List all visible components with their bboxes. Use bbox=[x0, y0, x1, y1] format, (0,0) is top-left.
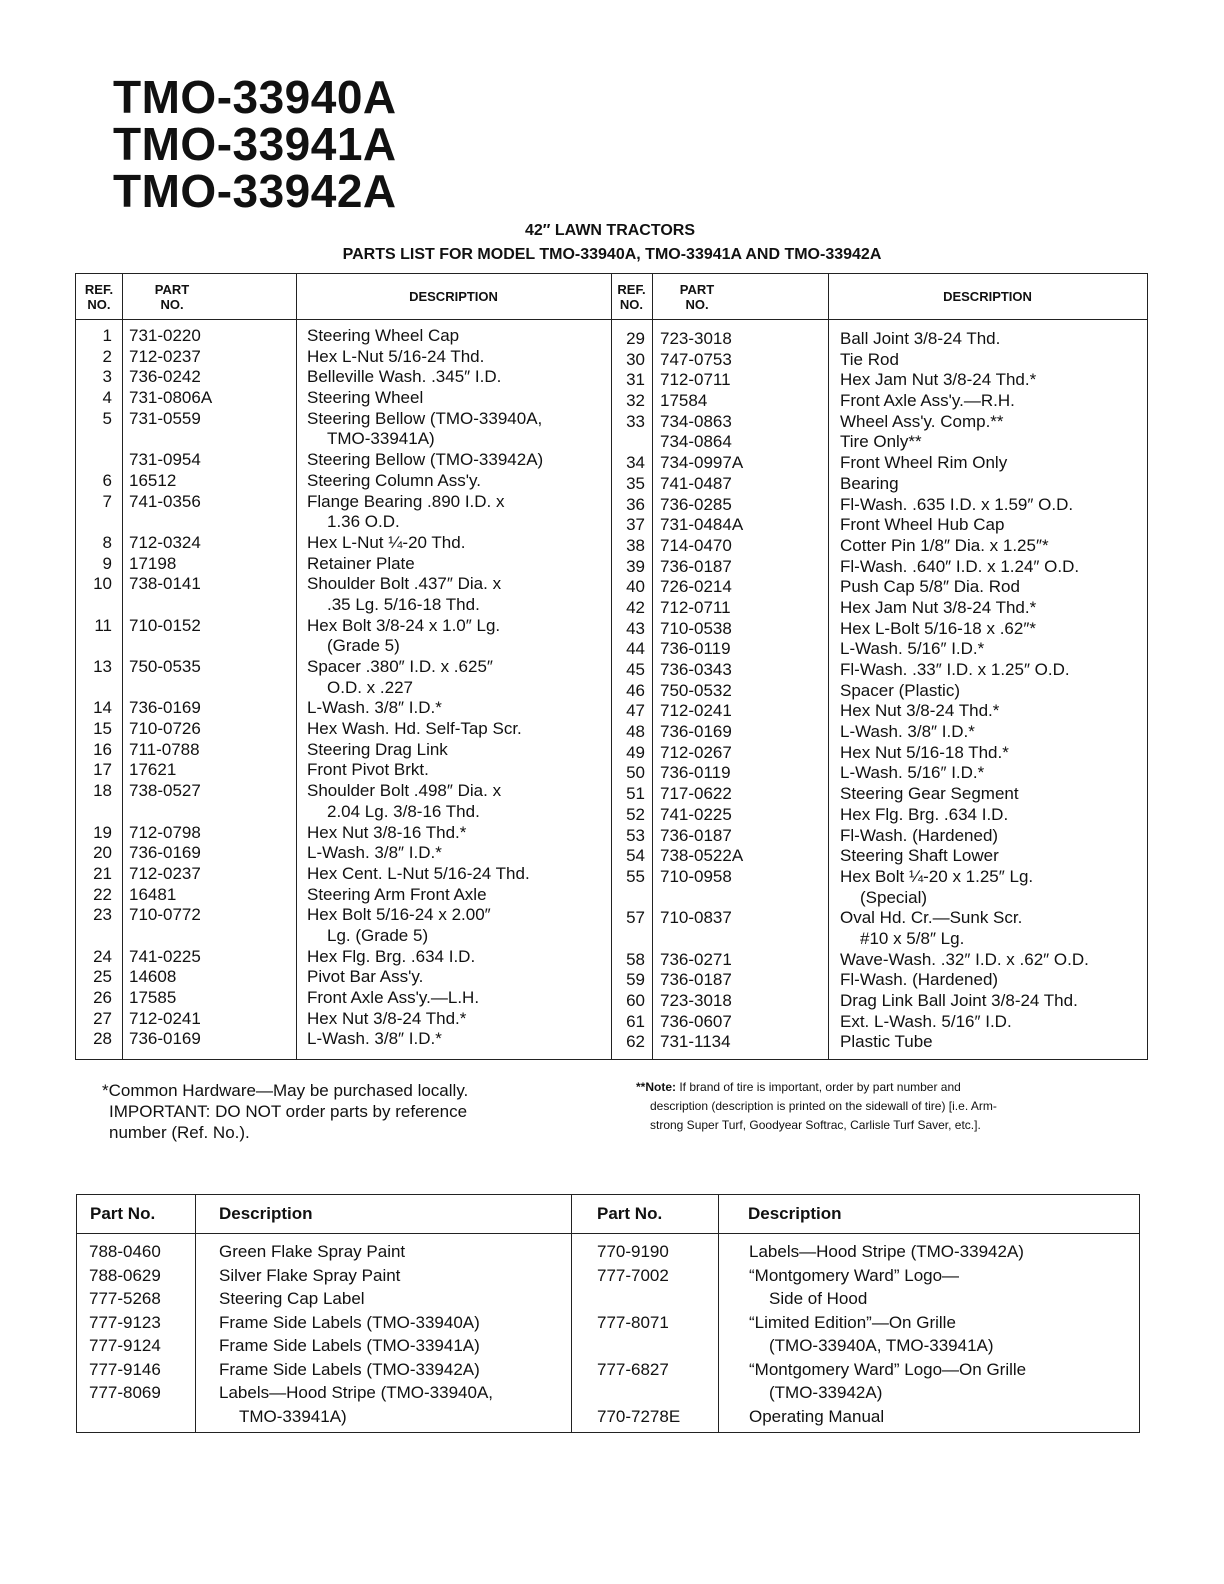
table-cell: 712-0798 bbox=[129, 822, 201, 842]
table-cell: 58 bbox=[626, 949, 645, 969]
table-cell: “Montgomery Ward” Logo—On Grille bbox=[749, 1359, 1027, 1379]
table-cell: 16481 bbox=[129, 884, 177, 904]
table-cell: 28 bbox=[93, 1029, 112, 1049]
table-cell: O.D. x .227 bbox=[327, 677, 413, 697]
table-cell: 42 bbox=[626, 597, 645, 617]
table-cell: Pivot Bar Ass'y. bbox=[307, 967, 424, 987]
table-cell: Fl-Wash. .33″ I.D. x 1.25″ O.D. bbox=[840, 660, 1070, 679]
table-cell: 736-0607 bbox=[660, 1011, 732, 1031]
paint-left-description-column bbox=[219, 1240, 493, 1428]
table-cell: 16512 bbox=[129, 470, 177, 490]
header-part-no-left: PART NO. bbox=[154, 281, 190, 312]
left-description-column bbox=[307, 326, 543, 1050]
table-cell: Front Pivot Brkt. bbox=[307, 760, 429, 780]
table-cell: 777-8071 bbox=[597, 1312, 669, 1332]
table-cell bbox=[129, 595, 212, 616]
table-cell: Ball Joint 3/8-24 Thd. bbox=[840, 329, 1001, 348]
footnote-line: number (Ref. No.). bbox=[109, 1123, 250, 1142]
table-cell: 37 bbox=[626, 515, 645, 535]
table-cell: 17198 bbox=[129, 553, 177, 573]
table-cell: Oval Hd. Cr.—Sunk Scr. bbox=[840, 908, 1023, 928]
table-cell: Hex Nut 5/16-18 Thd.* bbox=[840, 742, 1009, 762]
table-cell: 723-3018 bbox=[660, 329, 732, 348]
table-cell: 17584 bbox=[660, 391, 708, 411]
table-cell bbox=[129, 512, 212, 533]
table-cell: 21 bbox=[93, 863, 112, 883]
right-part-column bbox=[660, 329, 743, 1053]
table-cell: Hex Bolt 3/8-24 x 1.0″ Lg. bbox=[307, 615, 501, 635]
table-cell: 736-0271 bbox=[660, 949, 732, 969]
table-cell bbox=[76, 512, 112, 533]
table-cell: 712-0324 bbox=[129, 532, 201, 552]
subtitle-parts-list: PARTS LIST FOR MODEL TMO-33940A, TMO-33941A AND TMO-33942A bbox=[342, 246, 882, 263]
table-cell: 736-0119 bbox=[660, 763, 731, 783]
table-cell: Push Cap 5/8″ Dia. Rod bbox=[840, 577, 1020, 597]
table-cell: 741-0225 bbox=[660, 804, 732, 824]
table-cell: 46 bbox=[626, 680, 645, 700]
table-cell: Hex Nut 3/8-24 Thd.* bbox=[840, 701, 1000, 721]
table-cell: 777-8069 bbox=[89, 1383, 161, 1402]
table-cell: 710-0152 bbox=[129, 615, 201, 635]
right-description-column bbox=[840, 329, 1089, 1053]
table-cell: Hex Flg. Brg. .634 I.D. bbox=[840, 804, 1009, 824]
table-cell: 25 bbox=[93, 967, 112, 987]
table-cell: 17621 bbox=[129, 760, 177, 780]
parts-table bbox=[75, 273, 1148, 1060]
table-cell: 731-0559 bbox=[129, 408, 201, 428]
table-cell bbox=[76, 636, 112, 657]
table-cell: Fl-Wash. .635 I.D. x 1.59″ O.D. bbox=[840, 494, 1074, 514]
table-cell: 710-0538 bbox=[660, 618, 732, 638]
table-cell: Steering Wheel bbox=[307, 388, 424, 408]
footnote-line: IMPORTANT: DO NOT order parts by reference bbox=[109, 1102, 468, 1121]
table-cell: 750-0532 bbox=[660, 680, 732, 700]
table-cell: 27 bbox=[93, 1008, 112, 1028]
table-cell: 61 bbox=[626, 1011, 645, 1031]
table-cell: Spacer (Plastic) bbox=[840, 680, 960, 700]
table-cell: Belleville Wash. .345″ I.D. bbox=[307, 367, 502, 387]
table-cell: 20 bbox=[93, 843, 112, 863]
table-cell bbox=[129, 678, 212, 699]
table-cell: 741-0356 bbox=[129, 491, 201, 511]
table-cell: 777-9146 bbox=[89, 1359, 161, 1379]
table-cell: 51 bbox=[626, 784, 645, 804]
table-cell: 736-0169 bbox=[129, 698, 201, 718]
table-cell bbox=[76, 678, 112, 699]
table-cell: Wave-Wash. .32″ I.D. x .62″ O.D. bbox=[840, 949, 1089, 969]
table-cell: Bearing bbox=[840, 473, 899, 493]
table-cell: Front Wheel Rim Only bbox=[840, 453, 1008, 473]
table-cell: Hex L-Nut 5/16-24 Thd. bbox=[307, 346, 485, 366]
table-cell: Labels—Hood Stripe (TMO-33940A, bbox=[219, 1383, 494, 1402]
table-cell: Spacer .380″ I.D. x .625″ bbox=[307, 657, 493, 676]
paint-labels-table bbox=[76, 1194, 1140, 1433]
table-cell: 710-0726 bbox=[129, 719, 201, 739]
table-cell: L-Wash. 3/8″ I.D.* bbox=[840, 722, 975, 742]
table-cell: 738-0141 bbox=[129, 574, 201, 594]
table-cell: 710-0772 bbox=[129, 905, 201, 925]
table-cell: (Special) bbox=[860, 887, 928, 907]
table-cell: Frame Side Labels (TMO-33941A) bbox=[219, 1336, 480, 1355]
table-cell: 736-0169 bbox=[660, 722, 732, 742]
table-cell: 6 bbox=[102, 470, 112, 490]
table-cell: 1.36 O.D. bbox=[327, 512, 400, 532]
table-cell: TMO-33941A) bbox=[327, 429, 435, 449]
table-cell: 731-0220 bbox=[129, 326, 201, 345]
table-cell: 712-0237 bbox=[129, 346, 201, 366]
table-cell: Hex Bolt 5/16-24 x 2.00″ bbox=[307, 905, 491, 925]
table-cell bbox=[76, 802, 112, 823]
table-cell: .35 Lg. 5/16-18 Thd. bbox=[327, 594, 480, 614]
table-cell: Hex L-Nut ¼-20 Thd. bbox=[307, 532, 466, 552]
table-cell: 726-0214 bbox=[660, 577, 732, 597]
table-cell: 33 bbox=[626, 411, 645, 431]
table-cell: L-Wash. 3/8″ I.D.* bbox=[307, 1029, 442, 1049]
table-cell: 24 bbox=[93, 946, 112, 966]
table-cell: Retainer Plate bbox=[307, 553, 415, 573]
header-description-left: DESCRIPTION bbox=[409, 289, 498, 304]
paint-right-part-column bbox=[597, 1240, 680, 1428]
table-cell: 712-0711 bbox=[660, 370, 731, 390]
paint-header-part-no-right: Part No. bbox=[597, 1204, 663, 1223]
table-cell: 1 bbox=[102, 326, 112, 345]
table-cell: 717-0622 bbox=[660, 784, 732, 804]
table-cell: 48 bbox=[626, 722, 645, 742]
table-cell: 14 bbox=[93, 698, 112, 718]
table-cell: Hex Nut 3/8-16 Thd.* bbox=[307, 822, 467, 842]
table-cell: 738-0522A bbox=[660, 846, 744, 866]
table-cell: 777-7002 bbox=[597, 1265, 669, 1285]
table-cell bbox=[129, 926, 212, 947]
table-cell: 741-0225 bbox=[129, 946, 201, 966]
table-cell: 734-0997A bbox=[660, 453, 744, 473]
header-ref-no-right: REF. NO. bbox=[617, 281, 646, 312]
table-cell: 54 bbox=[626, 846, 645, 866]
table-cell bbox=[76, 926, 112, 947]
table-cell: “Montgomery Ward” Logo— bbox=[749, 1265, 960, 1285]
table-cell: 788-0629 bbox=[89, 1265, 161, 1285]
table-cell: 711-0788 bbox=[129, 739, 200, 759]
table-cell bbox=[611, 432, 645, 453]
table-cell: Tire Only** bbox=[840, 432, 922, 452]
paint-header-part-no-left: Part No. bbox=[90, 1204, 156, 1223]
table-cell: 62 bbox=[626, 1032, 645, 1052]
table-cell bbox=[597, 1334, 680, 1358]
table-cell: Plastic Tube bbox=[840, 1032, 933, 1052]
left-part-column bbox=[129, 326, 212, 1050]
table-cell bbox=[129, 429, 212, 450]
paint-header-description-right: Description bbox=[748, 1204, 842, 1223]
table-cell: 736-0187 bbox=[660, 825, 732, 845]
table-cell: 734-0863 bbox=[660, 411, 732, 431]
table-cell: 714-0470 bbox=[660, 535, 732, 555]
table-cell: 736-0169 bbox=[129, 1029, 201, 1049]
table-cell: 2.04 Lg. 3/8-16 Thd. bbox=[327, 801, 480, 821]
table-cell: Side of Hood bbox=[769, 1289, 868, 1308]
table-cell: 34 bbox=[626, 453, 645, 473]
table-cell: Silver Flake Spray Paint bbox=[219, 1265, 401, 1285]
table-cell: 731-1134 bbox=[660, 1032, 731, 1052]
table-cell: Ext. L-Wash. 5/16″ I.D. bbox=[840, 1011, 1012, 1031]
table-cell: TMO-33941A) bbox=[239, 1406, 347, 1426]
table-cell: 777-9123 bbox=[89, 1312, 161, 1332]
table-cell: 741-0487 bbox=[660, 473, 732, 493]
table-cell: 712-0241 bbox=[129, 1008, 201, 1028]
table-cell: Frame Side Labels (TMO-33940A) bbox=[219, 1312, 480, 1332]
table-cell: Fl-Wash. .640″ I.D. x 1.24″ O.D. bbox=[840, 556, 1080, 576]
left-ref-column bbox=[76, 326, 112, 1050]
table-cell: #10 x 5/8″ Lg. bbox=[860, 928, 965, 948]
table-cell: 712-0267 bbox=[660, 742, 732, 762]
table-cell: Tie Rod bbox=[840, 349, 899, 369]
table-cell bbox=[597, 1287, 680, 1311]
table-cell: 17 bbox=[93, 760, 112, 780]
table-cell: 55 bbox=[626, 866, 645, 886]
table-cell: Wheel Ass'y. Comp.** bbox=[840, 411, 1004, 431]
table-cell: “Limited Edition”—On Grille bbox=[749, 1312, 956, 1332]
table-cell: Steering Drag Link bbox=[307, 739, 448, 759]
table-cell: L-Wash. 5/16″ I.D.* bbox=[840, 763, 985, 783]
table-cell: Cotter Pin 1/8″ Dia. x 1.25″* bbox=[840, 535, 1049, 555]
table-cell: 712-0711 bbox=[660, 597, 731, 617]
table-cell: Front Wheel Hub Cap bbox=[840, 515, 1005, 535]
table-cell: 29 bbox=[626, 329, 645, 348]
table-cell bbox=[129, 636, 212, 657]
table-cell: 710-0958 bbox=[660, 866, 732, 886]
table-cell: Front Axle Ass'y.—R.H. bbox=[840, 391, 1015, 411]
table-cell bbox=[611, 888, 645, 909]
table-cell: 30 bbox=[626, 349, 645, 369]
table-cell: 734-0864 bbox=[660, 432, 732, 452]
table-cell: 13 bbox=[93, 657, 112, 676]
table-cell: 3 bbox=[102, 367, 112, 387]
table-cell: 777-5268 bbox=[89, 1289, 161, 1308]
table-cell: Green Flake Spray Paint bbox=[219, 1242, 406, 1261]
table-cell: 31 bbox=[626, 370, 645, 390]
model-title-block bbox=[113, 71, 397, 217]
table-cell bbox=[76, 595, 112, 616]
table-cell: Steering Shaft Lower bbox=[840, 846, 999, 866]
table-cell: Steering Cap Label bbox=[219, 1289, 365, 1308]
table-cell: 777-6827 bbox=[597, 1359, 669, 1379]
table-cell: Front Axle Ass'y.—L.H. bbox=[307, 988, 480, 1007]
tire-brand-note: **Note: If brand of tire is important, order by part number and description (description is printed on the sidewall of tire) [i.e. Arm- strong Super Turf, Goodyear Softrac, Carlisle Turf Saver, etc.]. bbox=[636, 1078, 997, 1135]
common-hardware-note bbox=[102, 1080, 468, 1143]
note-line: strong Super Turf, Goodyear Softrac, Carlisle Turf Saver, etc.]. bbox=[650, 1118, 981, 1132]
table-cell: 15 bbox=[93, 719, 112, 739]
table-cell: Operating Manual bbox=[749, 1406, 885, 1426]
table-cell: (Grade 5) bbox=[327, 636, 400, 656]
table-cell: Labels—Hood Stripe (TMO-33942A) bbox=[749, 1242, 1024, 1261]
table-cell: 770-7278E bbox=[597, 1406, 681, 1426]
table-cell: 60 bbox=[626, 991, 645, 1010]
table-cell: (TMO-33942A) bbox=[769, 1383, 883, 1402]
table-cell: 712-0241 bbox=[660, 701, 732, 721]
table-cell bbox=[597, 1381, 680, 1405]
table-cell: 18 bbox=[93, 781, 112, 801]
table-cell: 777-9124 bbox=[89, 1336, 161, 1355]
table-cell: 17585 bbox=[129, 988, 177, 1007]
table-cell: 736-0119 bbox=[660, 639, 731, 659]
table-cell: 35 bbox=[626, 473, 645, 493]
table-cell: 53 bbox=[626, 825, 645, 845]
table-cell: 39 bbox=[626, 556, 645, 576]
table-cell: Steering Gear Segment bbox=[840, 784, 1019, 804]
table-cell: Fl-Wash. (Hardened) bbox=[840, 970, 999, 990]
table-cell: 49 bbox=[626, 742, 645, 762]
table-cell: Hex Jam Nut 3/8-24 Thd.* bbox=[840, 370, 1037, 390]
table-cell bbox=[76, 450, 112, 471]
table-cell: 50 bbox=[626, 763, 645, 783]
table-cell: 22 bbox=[93, 884, 112, 904]
table-cell: Flange Bearing .890 I.D. x bbox=[307, 491, 505, 511]
table-cell: 723-3018 bbox=[660, 991, 732, 1010]
subtitle-lawn-tractors: 42″ LAWN TRACTORS bbox=[524, 222, 696, 239]
paint-header-description-left: Description bbox=[219, 1204, 313, 1223]
note-line: description (description is printed on the sidewall of tire) [i.e. Arm- bbox=[650, 1099, 997, 1113]
table-cell bbox=[660, 888, 743, 909]
table-cell: 45 bbox=[626, 660, 645, 679]
table-cell: 736-0343 bbox=[660, 660, 732, 679]
table-cell: Drag Link Ball Joint 3/8-24 Thd. bbox=[840, 991, 1078, 1010]
table-cell: 8 bbox=[102, 532, 112, 552]
table-cell: 59 bbox=[626, 970, 645, 990]
header-ref-no-left: REF. NO. bbox=[84, 281, 114, 312]
note-marker: **Note: bbox=[636, 1080, 677, 1094]
table-cell: Hex Wash. Hd. Self-Tap Scr. bbox=[307, 719, 522, 739]
right-ref-column bbox=[611, 329, 645, 1053]
table-cell: Steering Column Ass'y. bbox=[307, 470, 481, 490]
table-cell: Lg. (Grade 5) bbox=[327, 925, 429, 945]
table-cell: 16 bbox=[93, 739, 112, 759]
table-cell: Fl-Wash. (Hardened) bbox=[840, 825, 999, 845]
table-cell: 26 bbox=[93, 988, 112, 1007]
table-cell: 47 bbox=[626, 701, 645, 721]
table-cell: 32 bbox=[626, 391, 645, 411]
table-cell: 10 bbox=[93, 574, 112, 594]
table-cell: 36 bbox=[626, 494, 645, 514]
table-cell: (TMO-33940A, TMO-33941A) bbox=[769, 1336, 994, 1355]
table-cell: Shoulder Bolt .498″ Dia. x bbox=[307, 781, 502, 801]
table-cell: 19 bbox=[93, 822, 112, 842]
table-cell: 40 bbox=[626, 577, 645, 597]
table-cell: Steering Arm Front Axle bbox=[307, 884, 487, 904]
table-cell: 731-0806A bbox=[129, 388, 213, 408]
table-cell bbox=[76, 429, 112, 450]
table-cell bbox=[611, 929, 645, 950]
table-cell: 2 bbox=[102, 346, 112, 366]
table-cell: 770-9190 bbox=[597, 1242, 669, 1261]
table-cell bbox=[660, 929, 743, 950]
table-cell: 9 bbox=[102, 553, 112, 573]
table-cell: Shoulder Bolt .437″ Dia. x bbox=[307, 574, 502, 594]
table-cell: 43 bbox=[626, 618, 645, 638]
paint-right-description-column bbox=[749, 1240, 1026, 1428]
table-cell: Hex Bolt ¼-20 x 1.25″ Lg. bbox=[840, 866, 1034, 886]
model-title-1: TMO-33940A bbox=[113, 71, 397, 123]
table-cell: 731-0954 bbox=[129, 450, 201, 470]
table-cell bbox=[89, 1405, 161, 1429]
table-cell: Hex Flg. Brg. .634 I.D. bbox=[307, 946, 476, 966]
table-cell: 7 bbox=[102, 491, 112, 511]
table-cell: Steering Bellow (TMO-33942A) bbox=[307, 450, 544, 470]
table-cell: L-Wash. 3/8″ I.D.* bbox=[307, 698, 442, 718]
footnote-line: *Common Hardware—May be purchased locally. bbox=[102, 1081, 469, 1100]
table-cell: Frame Side Labels (TMO-33942A) bbox=[219, 1359, 480, 1379]
table-cell: Hex L-Bolt 5/16-18 x .62″* bbox=[840, 618, 1036, 638]
table-cell: 736-0242 bbox=[129, 367, 201, 387]
table-cell: Hex Jam Nut 3/8-24 Thd.* bbox=[840, 597, 1037, 617]
table-cell: 736-0285 bbox=[660, 494, 732, 514]
table-cell: 57 bbox=[626, 908, 645, 928]
table-cell: Steering Bellow (TMO-33940A, bbox=[307, 408, 543, 428]
table-cell: 747-0753 bbox=[660, 349, 732, 369]
table-cell: 738-0527 bbox=[129, 781, 201, 801]
table-cell: 736-0187 bbox=[660, 556, 732, 576]
table-cell: L-Wash. 5/16″ I.D.* bbox=[840, 639, 985, 659]
table-cell: 736-0169 bbox=[129, 843, 201, 863]
table-cell: 5 bbox=[102, 408, 112, 428]
table-cell: 23 bbox=[93, 905, 112, 925]
table-cell: 11 bbox=[94, 615, 112, 635]
table-cell: 712-0237 bbox=[129, 863, 201, 883]
paint-left-part-column bbox=[89, 1240, 161, 1428]
table-cell: Hex Cent. L-Nut 5/16-24 Thd. bbox=[307, 863, 530, 883]
table-cell: 38 bbox=[626, 535, 645, 555]
table-cell: 736-0187 bbox=[660, 970, 732, 990]
header-description-right: DESCRIPTION bbox=[943, 289, 1032, 304]
table-cell: 44 bbox=[626, 639, 645, 659]
table-cell: 14608 bbox=[129, 967, 177, 987]
table-cell: 710-0837 bbox=[660, 908, 732, 928]
table-cell: 750-0535 bbox=[129, 657, 201, 676]
table-cell: 52 bbox=[626, 804, 645, 824]
table-cell: Hex Nut 3/8-24 Thd.* bbox=[307, 1008, 467, 1028]
header-part-no-right: PART NO. bbox=[679, 281, 715, 312]
table-cell: 731-0484A bbox=[660, 515, 744, 535]
table-cell: Steering Wheel Cap bbox=[307, 326, 460, 345]
table-cell: 4 bbox=[102, 388, 112, 408]
model-title-2: TMO-33941A bbox=[113, 118, 397, 170]
table-cell bbox=[129, 802, 212, 823]
table-cell: L-Wash. 3/8″ I.D.* bbox=[307, 843, 442, 863]
table-cell: 788-0460 bbox=[89, 1242, 161, 1261]
model-title-3: TMO-33942A bbox=[113, 165, 397, 217]
